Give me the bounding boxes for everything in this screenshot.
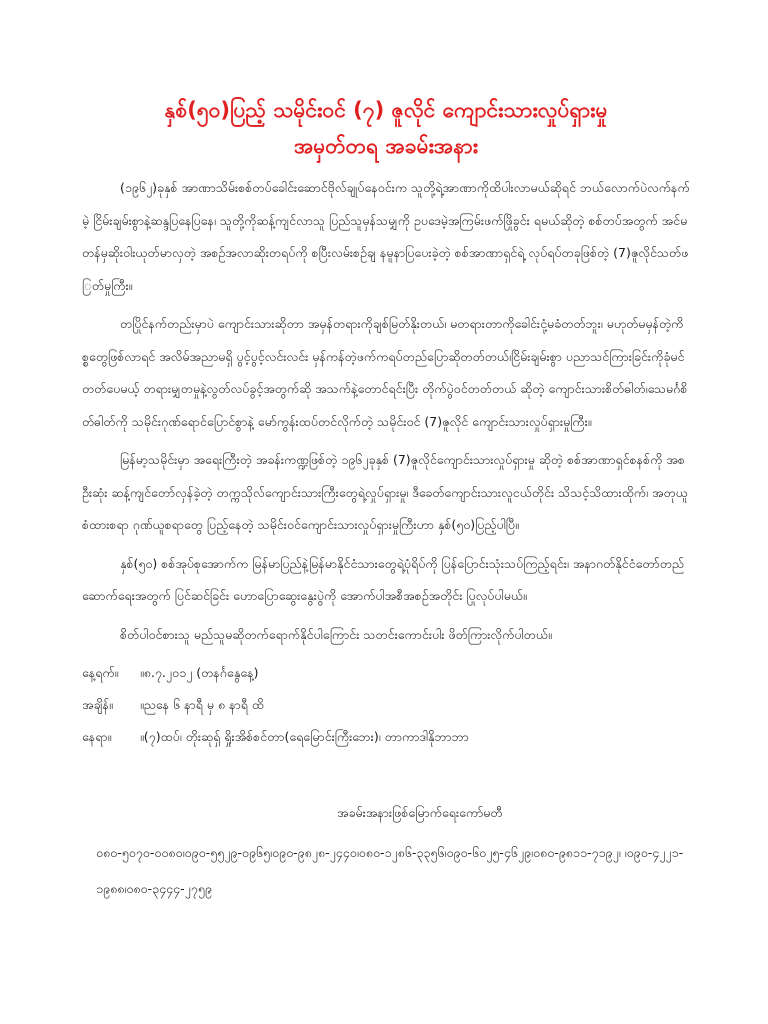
meta-venue-label: နေရာ။: [82, 729, 112, 744]
meta-date-label: နေ့ရက်။: [82, 665, 119, 680]
meta-date-value: ။၈.၇.၂၀၁၂ (တနင်္ဂနွေနေ့): [140, 665, 259, 680]
paragraph-2: တပြိုင်နက်တည်းမှာပဲ ကျောင်းသားဆိုတာ အမှန်တရားကိုချစ်မြတ်နိုးတယ်၊ မတရားတာကိုခေါင်းငုံ့မခံတတ်ဘူး၊ မဟုတ်မမှန်တဲ့ကိစ္စတွေဖြစ်လာရင် အလိမ်အညာမရှိ ပွင့်ပွင့်လင်းလင်း မှန်ကန်တဲ့ဖက်ကရပ်တည်ပြောဆိုတတ်တယ်၊ငြိမ်းချမ်းစွာ ပညာသင်ကြားခြင်းကိုခုံမင်တတ်ပေမယ့် တရားမျှတမှုနဲ့လွတ်လပ်ခွင့်အတွက်ဆို အသက်နဲ့တောင်ရင်းပြီး တိုက်ပွဲဝင်တတ်တယ် ဆိုတဲ့ ကျောင်းသားစိတ်ဓါတ်၊သေမင်္ဂစိတ်ဓါတ်ကို သမိုင်းဂုဏ်ရောင်ပြောင်စွာနဲ့ မော်ကွန်းထပ်တင်လိုက်တဲ့ သမိုင်းဝင် (7)ဇူလိုင် ကျောင်းသားလှုပ်ရှားမှုကြီး။: [82, 316, 688, 429]
meta-venue: [82, 721, 690, 753]
paragraph-5: စိတ်ပါဝင်စားသူ မည်သူမဆိုတက်ရောက်နိုင်ပါကြောင်း သတင်းကောင်းပါး ဖိတ်ကြားလိုက်ပါတယ်။: [120, 626, 552, 642]
meta-venue-value: ။(၇)ထပ်၊ တိုးဆုရှ် ရှိုးအိစ်စင်တာ(ရေမြောင်းကြီးဘေး)၊ တာကာဒါနိုဘာဘာ: [140, 729, 469, 744]
committee-name: အခမ်းအနားဖြစ်မြောက်ရေးကော်မတီ: [337, 805, 503, 820]
meta-time-value: ။ညနေ ၆ နာရီ မှ ၈ နာရီ ထိ: [140, 697, 264, 712]
meta-time: [82, 689, 690, 721]
paragraph-3: မြန်မာ့သမိုင်းမှာ အရေးကြီးတဲ့ အခန်းကဏ္ဍဖြစ်တဲ့ ၁၉၆၂ခုနှစ် (7)ဇူလိုင်ကျောင်းသားလှုပ်ရှားမှု ဆိုတဲ့ စစ်အာဏာရှင်စနစ်ကို အစဦးဆုံး ဆန့်ကျင်တော်လှန်ခဲ့တဲ့ တက္ကသိုလ်ကျောင်းသားကြီးတွေရဲ့လှုပ်ရှားမှု၊ ဒီခေတ်ကျောင်းသားလူငယ်တိုင်း သိသင့်သိထားထိုက်၊ အတုယူစံထားစရာ ဂုဏ်ယူစရာတွေ ပြည့်နေတဲ့ သမိုင်းဝင်ကျောင်းသားလှုပ်ရှားမှုကြီးဟာ နှစ်(၅၀)ပြည့်ပါပြီ။: [82, 452, 688, 532]
title-line-1: နှစ်(၅၀)ပြည့် သမိုင်းဝင် (၇) ဇူလိုင် ကျောင်းသားလှုပ်ရှားမှု: [164, 98, 608, 122]
paragraph-4: နှစ်(၅၀) စစ်အုပ်စုအောက်က မြန်မာပြည်နဲ့မြန်မာနိုင်ငံသားတွေရဲ့ပုံရိပ်ကို ပြန်ပြောင်းသုံးသပ်ကြည့်ရင်း၊ အနာဂတ်နိုင်ငံတော်တည်ဆောက်ရေးအတွက် ပြင်ဆင်ခြင်း ဟောပြောဆွေးနွေးပွဲကို အောက်ပါအစီအစဉ်အတိုင်း ပြုလုပ်ပါမယ်။: [82, 555, 684, 603]
paragraph-1: (၁၉၆၂)ခုနှစ် အာဏာသိမ်းစစ်တပ်ခေါင်းဆောင်ဗိုလ်ချုပ်နေဝင်းက သူတို့ရဲ့အာဏာကိုထိပါးလာမယ်ဆိုရင် ဘယ်လောက်ပဲလက်နက်မဲ့ ငြိမ်းချမ်းစွာနဲ့ဆန္ဒပြနေပြနေ၊ သူတို့ကိုဆန့်ကျင်လာသူ ပြည်သူမှန်သမျှကို ဥပဒေမဲ့အကြမ်းဖက်ဖြိုခွင်း ရမယ်ဆိုတဲ့ စစ်တပ်အတွက် အင်မတန်မှဆိုးဝါးယုတ်မာလှတဲ့ အစဉ်အလာဆိုးတရပ်ကို စပြီးလမ်းစဉ်ချ နမူနာပြပေးခဲ့တဲ့ စစ်အာဏာရှင်ရဲ့ လုပ်ရပ်တခုဖြစ်တဲ့ (7)ဇူလိုင်သတ်ဖြတ်မှုကြီး။: [82, 180, 690, 293]
contact-phones: ၀၈၀-၅၀၇၀-၀၀၈၀၊၀၉၀-၅၅၂၉-၀၉၆၅၊၀၉၀-၉၈၂၈-၂၄၄၀၊၀၈၀-၁၂၈၆-၃၃၅၆၊၀၉၀-၆၀၂၅-၄၆၂၉၊၀၈၀-၉၈၁၁-၇၁၉၂၊ ၊၀၉၀-၄၂၂၁-၁၉၈၈၊၀၈၀-၃၄၄၄-၂၇၅၉: [96, 845, 684, 896]
meta-date: [82, 657, 690, 689]
meta-time-label: အချိန်။: [82, 697, 113, 712]
title-line-2: အမှတ်တရ အခမ်းအနား: [293, 134, 479, 158]
